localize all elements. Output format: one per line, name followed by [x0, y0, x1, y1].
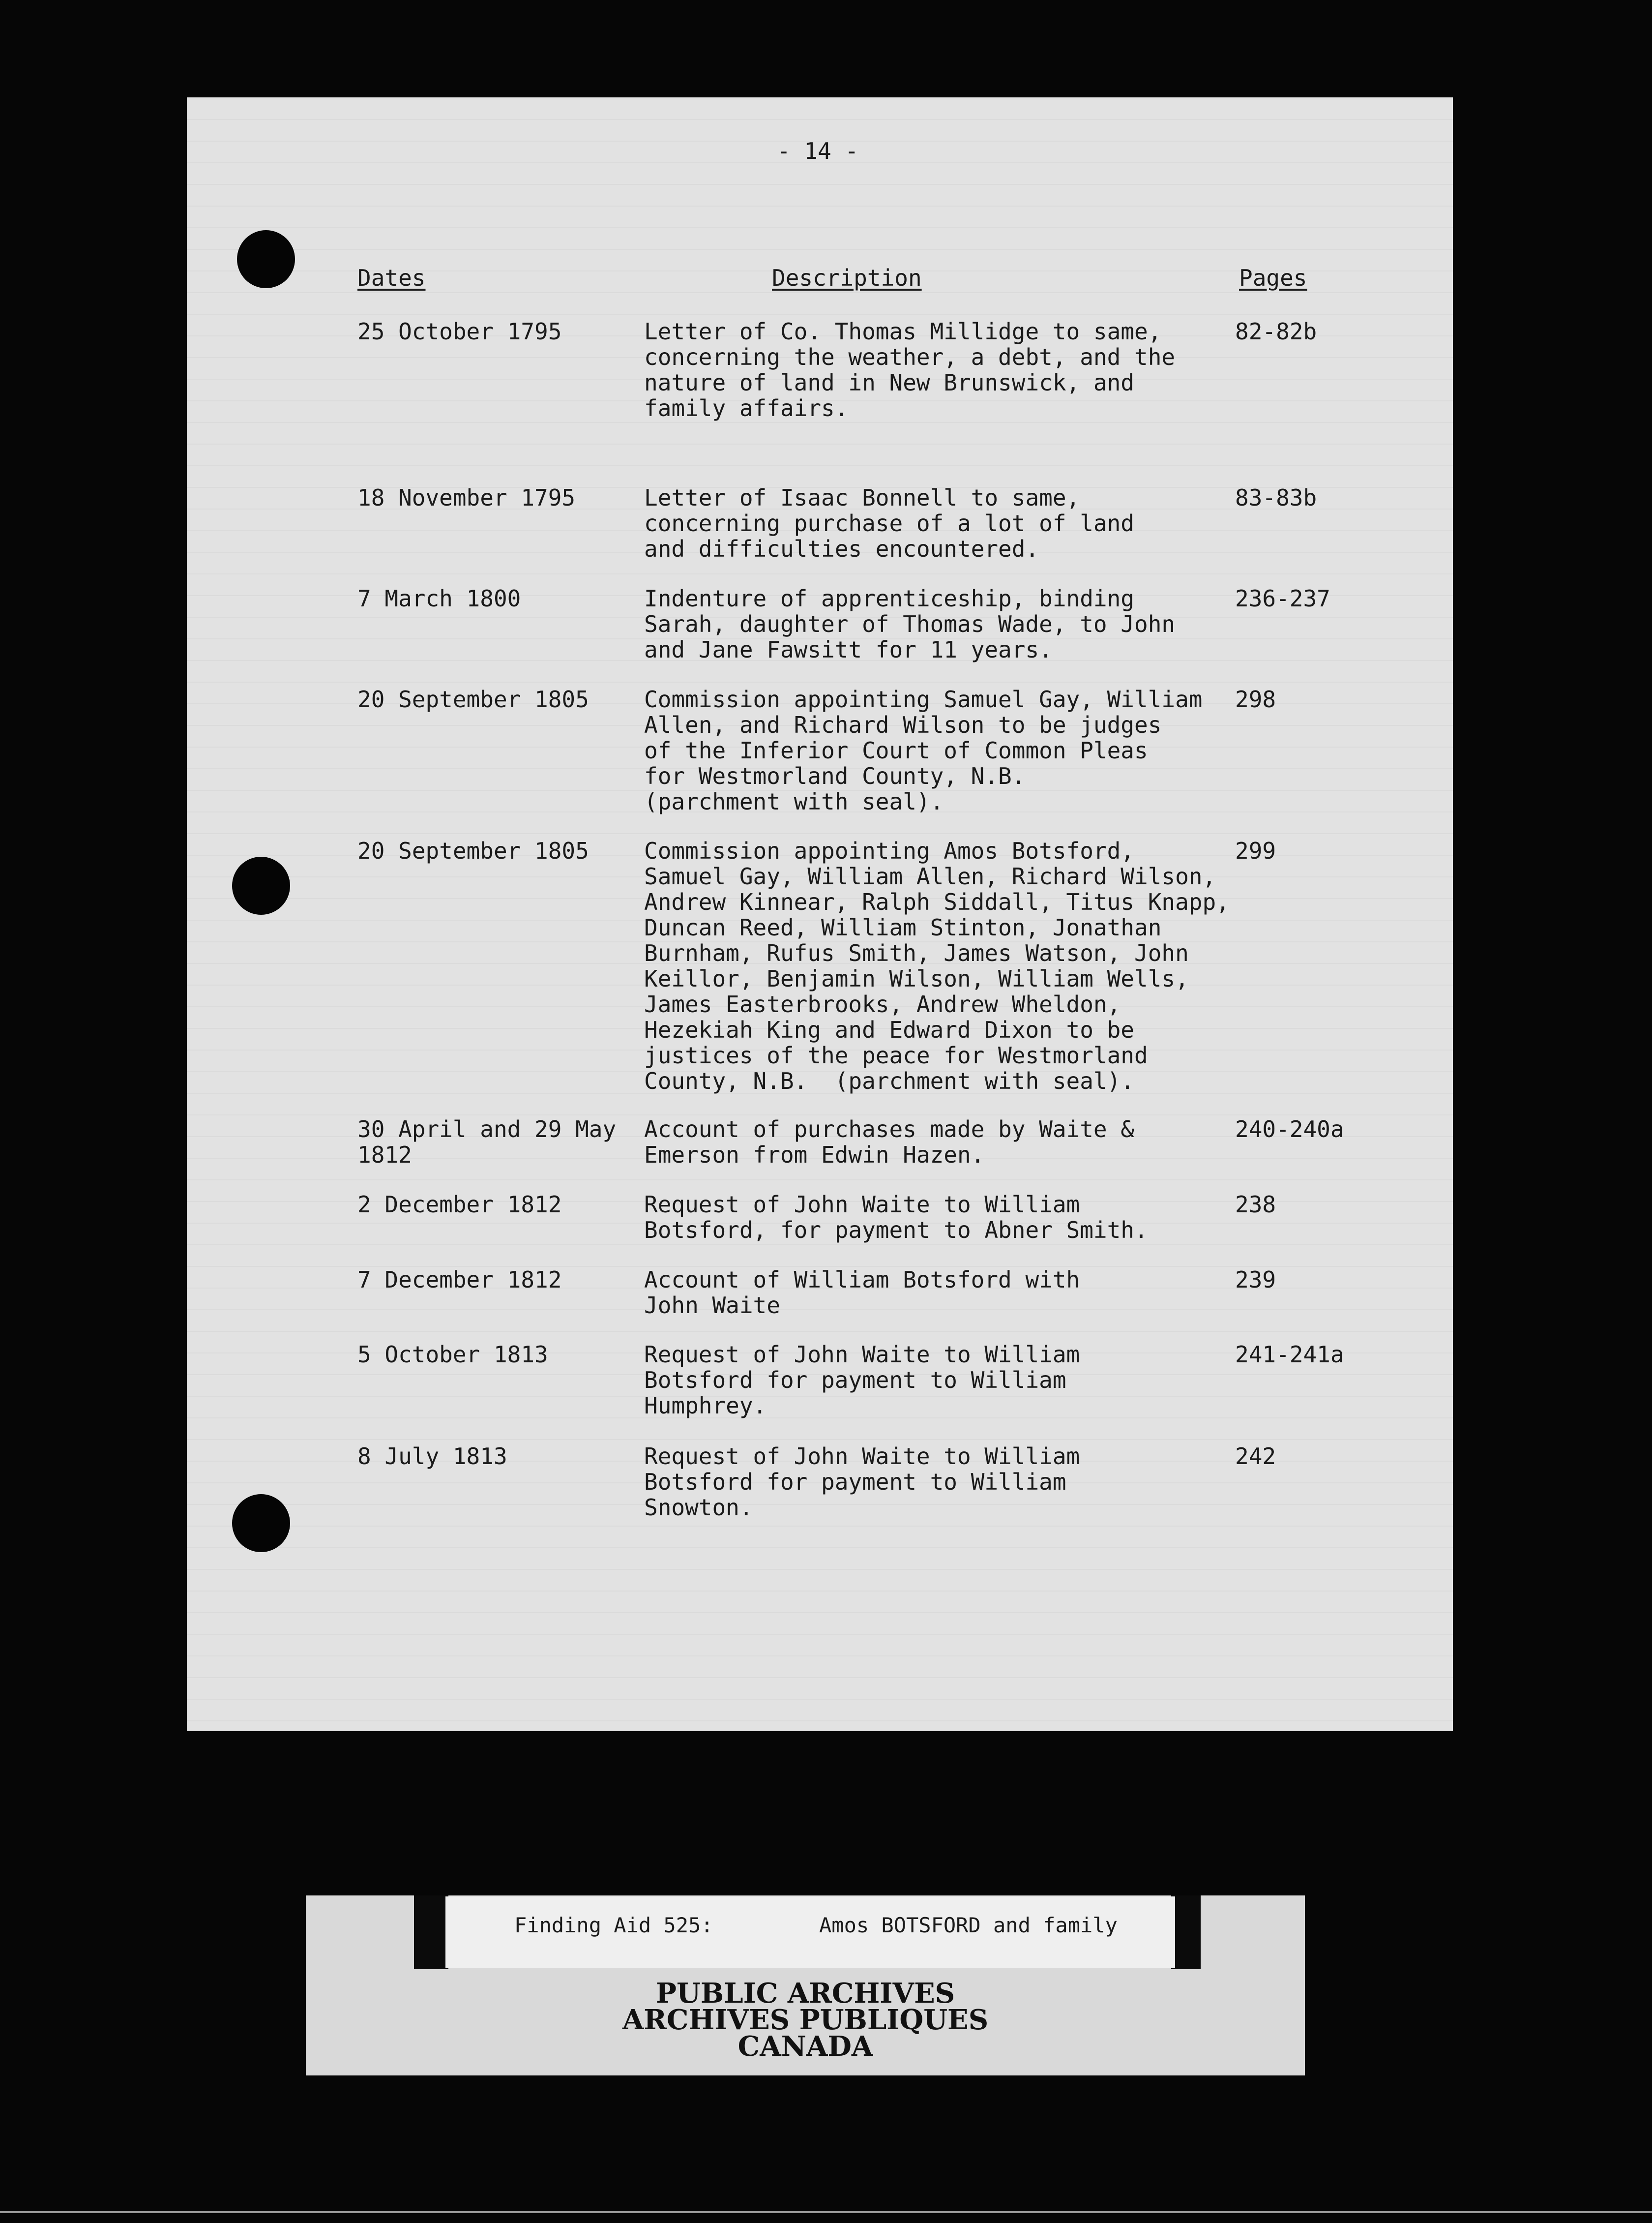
entry-pages: 240-240a: [1235, 1116, 1344, 1142]
entry-description-line: Samuel Gay, William Allen, Richard Wilson,: [644, 863, 1216, 890]
film-edge: [0, 2211, 1652, 2213]
entry-description-line: family affairs.: [644, 395, 849, 421]
document-page: [187, 97, 1453, 1731]
entry-date: [357, 319, 613, 344]
entry-description: [644, 1192, 1224, 1243]
entry-description-line: Commission appointing Samuel Gay, William: [644, 686, 1203, 713]
entry-date: [357, 1342, 613, 1367]
entry-description-line: Botsford for payment to William: [644, 1367, 1066, 1393]
entry-date: [357, 1116, 617, 1168]
entry-description-line: Duncan Reed, William Stinton, Jonathan: [644, 914, 1162, 941]
page-number: - 14 -: [777, 138, 859, 164]
entry-description-line: Sarah, daughter of Thomas Wade, to John: [644, 611, 1176, 637]
entry-description: [644, 1342, 1224, 1418]
entry-pages: 242: [1235, 1443, 1276, 1470]
entry-description-line: Burnham, Rufus Smith, James Watson, John: [644, 940, 1189, 966]
finding-aid-number: Finding Aid 525:: [514, 1913, 713, 1937]
finding-aid-label: [445, 1896, 1175, 1968]
entry-description: [644, 319, 1224, 421]
entry-description-line: concerning the weather, a debt, and the: [644, 344, 1176, 370]
entry-date: [357, 687, 613, 712]
entry-description-line: County, N.B. (parchment with seal).: [644, 1068, 1134, 1094]
punch-hole: [232, 857, 290, 915]
stamp-line: CANADA: [738, 2030, 873, 2063]
entry-pages: 299: [1235, 838, 1276, 864]
entry-description-line: Letter of Isaac Bonnell to same,: [644, 484, 1080, 511]
entry-description-line: concerning purchase of a lot of land: [644, 510, 1134, 537]
entry-description-line: John Waite: [644, 1292, 780, 1319]
entry-pages: 83-83b: [1235, 484, 1317, 511]
entry-pages: 236-237: [1235, 585, 1330, 612]
entry-date-line: 18 November 1795: [357, 484, 576, 511]
entry-description-line: (parchment with seal).: [644, 788, 944, 815]
finding-aid-subject: Amos BOTSFORD and family: [819, 1913, 1118, 1937]
entry-description-line: Allen, and Richard Wilson to be judges: [644, 712, 1162, 738]
entry-date: [357, 485, 613, 511]
stamp-line: PUBLIC ARCHIVES: [655, 1977, 955, 2010]
entry-date: [357, 1443, 613, 1469]
entry-pages: 238: [1235, 1191, 1276, 1218]
entry-date-line: 20 September 1805: [357, 686, 589, 713]
entry-description-line: Account of William Botsford with: [644, 1266, 1080, 1293]
punch-hole: [232, 1494, 290, 1552]
entry-description-line: Letter of Co. Thomas Millidge to same,: [644, 318, 1162, 345]
entry-pages: 239: [1235, 1266, 1276, 1293]
entry-date-line: 20 September 1805: [357, 838, 589, 864]
entry-date: [357, 838, 613, 864]
entry-description-line: Andrew Kinnear, Ralph Siddall, Titus Knapp,: [644, 889, 1230, 915]
entry-description-line: nature of land in New Brunswick, and: [644, 369, 1134, 396]
header-dates: Dates: [357, 265, 426, 291]
entry-date: [357, 586, 613, 611]
entry-pages: 241-241a: [1235, 1341, 1344, 1368]
entry-description-line: Commission appointing Amos Botsford,: [644, 838, 1134, 864]
entry-date-line: 1812: [357, 1142, 412, 1168]
entry-description-line: and difficulties encountered.: [644, 536, 1039, 562]
entry-description: [644, 1443, 1224, 1520]
entry-date-line: 25 October 1795: [357, 318, 562, 345]
archives-stamp: [306, 1977, 1305, 2063]
stamp-line: ARCHIVES PUBLIQUES: [622, 2004, 989, 2036]
header-description: Description: [772, 265, 922, 291]
entry-description-line: Request of John Waite to William: [644, 1341, 1080, 1368]
entry-description: [644, 586, 1224, 662]
entry-pages: 82-82b: [1235, 318, 1317, 345]
entry-date-line: 5 October 1813: [357, 1341, 548, 1368]
entry-pages: 298: [1235, 686, 1276, 713]
entry-description-line: Hezekiah King and Edward Dixon to be: [644, 1017, 1134, 1043]
entry-description-line: Request of John Waite to William: [644, 1191, 1080, 1218]
entry-date-line: 7 December 1812: [357, 1266, 562, 1293]
entry-description-line: for Westmorland County, N.B.: [644, 763, 1026, 789]
entry-description-line: Emerson from Edwin Hazen.: [644, 1142, 985, 1168]
entry-description-line: of the Inferior Court of Common Pleas: [644, 737, 1148, 764]
entry-description-line: Botsford, for payment to Abner Smith.: [644, 1217, 1148, 1243]
entry-description-line: Humphrey.: [644, 1392, 767, 1419]
finding-aid-strip: [306, 1895, 1305, 2075]
entry-description: [644, 1267, 1224, 1318]
entry-date-line: 7 March 1800: [357, 585, 521, 612]
entry-description-line: justices of the peace for Westmorland: [644, 1042, 1148, 1069]
header-pages: Pages: [1239, 265, 1307, 291]
entry-description: [644, 687, 1224, 814]
entry-description-line: Request of John Waite to William: [644, 1443, 1080, 1470]
entry-date-line: 8 July 1813: [357, 1443, 507, 1470]
entry-description-line: Botsford for payment to William: [644, 1469, 1066, 1495]
entry-description-line: and Jane Fawsitt for 11 years.: [644, 636, 1053, 663]
entry-date: [357, 1267, 613, 1292]
punch-hole: [237, 230, 295, 288]
entry-description-line: Snowton.: [644, 1494, 753, 1521]
entry-description-line: Account of purchases made by Waite &: [644, 1116, 1134, 1142]
entry-date-line: 2 December 1812: [357, 1191, 562, 1218]
entry-date-line: 30 April and 29 May: [357, 1116, 617, 1142]
entry-description: [644, 838, 1230, 1094]
entry-description-line: Indenture of apprenticeship, binding: [644, 585, 1134, 612]
entry-description: [644, 485, 1224, 562]
entry-description: [644, 1116, 1224, 1168]
entry-date: [357, 1192, 613, 1217]
entry-description-line: Keillor, Benjamin Wilson, William Wells,: [644, 965, 1189, 992]
entry-description-line: James Easterbrooks, Andrew Wheldon,: [644, 991, 1121, 1018]
